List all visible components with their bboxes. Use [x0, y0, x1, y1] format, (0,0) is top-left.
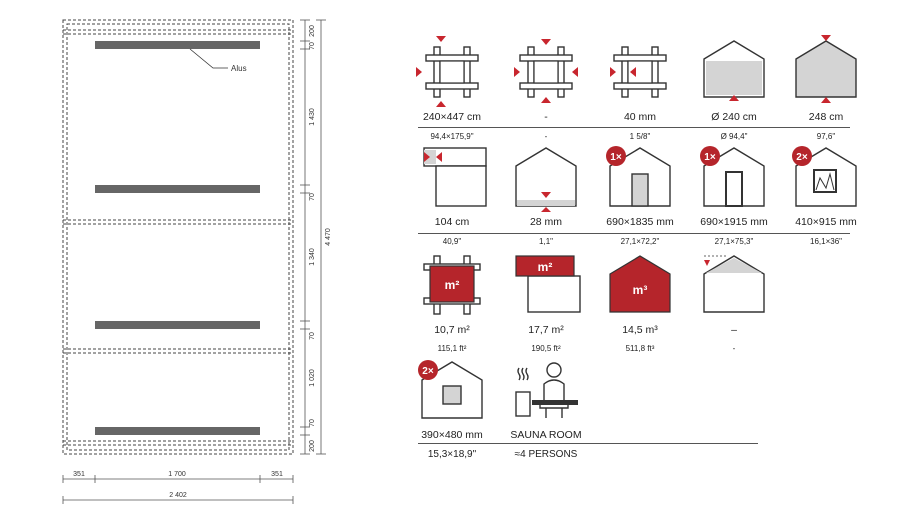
spec-value: 690×1835 mm [606, 216, 674, 228]
door-icon [698, 144, 770, 212]
spec-wall-thickness [600, 35, 680, 145]
dimension-label: 200 [309, 25, 316, 37]
spec-value: 14,5 m³ [622, 324, 658, 336]
spec-height [786, 35, 866, 145]
row-divider [418, 443, 758, 444]
spec-floor-area [412, 252, 492, 362]
volume-icon [604, 252, 676, 318]
spec-value: 17,7 m² [528, 324, 564, 336]
door-icon [604, 144, 676, 212]
spec-value: 390×480 mm [421, 429, 483, 441]
spec-imperial: - [544, 132, 548, 141]
spec-outer-dimensions [412, 35, 492, 145]
spec-imperial: 40,9" [442, 237, 462, 246]
roof-pitch-icon [698, 252, 770, 318]
count-badge: 1× [704, 152, 716, 163]
spec-value: 10,7 m² [434, 324, 470, 336]
spec-imperial: 94,4×175,9" [430, 132, 474, 141]
dimension-label: 200 [309, 440, 316, 452]
callout-label: Alus [231, 64, 247, 73]
joist-bar [95, 41, 260, 49]
spec-volume [600, 252, 680, 362]
area-badge: m² [537, 260, 553, 274]
window-icon [416, 358, 488, 424]
spec-imperial: 27,1×75,3" [714, 237, 754, 246]
spec-value: - [544, 111, 548, 123]
row-divider [418, 233, 850, 234]
floor-thickness-icon [510, 144, 582, 212]
dimension-label: 351 [73, 471, 85, 478]
spec-imperial: 16,1×36" [810, 237, 842, 246]
inner-dimensions-icon [510, 35, 582, 107]
spec-imperial: Ø 94,4" [720, 132, 748, 141]
spec-value: 104 cm [434, 216, 470, 228]
spec-imperial: 15,3×18,9" [427, 449, 477, 460]
spec-sauna-room [506, 358, 586, 468]
spec-roof-pitch [694, 252, 774, 362]
spec-imperial: 1,1" [539, 237, 553, 246]
spec-imperial: ≈4 PERSONS [514, 449, 578, 460]
spec-floor-thickness [506, 144, 586, 254]
floor-area-icon [416, 252, 488, 318]
spec-roof-overhang [412, 144, 492, 254]
roof-area-icon [510, 252, 582, 318]
row-divider [418, 127, 850, 128]
dimension-total-label: 2 402 [169, 492, 187, 499]
area-badge: m² [444, 278, 460, 292]
dimension-label: 70 [309, 332, 316, 340]
spec-imperial: 1 5/8" [629, 132, 651, 141]
spec-value: 240×447 cm [422, 111, 482, 123]
spec-imperial: 511,8 ft³ [625, 344, 655, 353]
joist-bar [95, 185, 260, 193]
joist-bar [95, 321, 260, 329]
spec-imperial: - [732, 344, 736, 353]
spec-inner-dimensions [506, 35, 586, 145]
dimension-label: 70 [309, 42, 316, 50]
spec-value: 690×1915 mm [700, 216, 768, 228]
dimension-label: 1 430 [309, 108, 316, 126]
spec-value: 248 cm [808, 111, 844, 123]
count-badge: 2× [796, 152, 808, 163]
dimension-label: 1 020 [309, 369, 316, 387]
dimension-label: 70 [309, 193, 316, 201]
roof-width-icon [698, 35, 770, 107]
spec-door [600, 144, 680, 254]
spec-value: SAUNA ROOM [510, 429, 582, 441]
floor-plan-drawing [0, 0, 340, 517]
spec-imperial: 27,1×72,2" [620, 237, 660, 246]
spec-imperial: 97,6" [816, 132, 836, 141]
spec-roof-width [694, 35, 774, 145]
dimension-total-label: 4 470 [325, 228, 332, 246]
plan-outline [63, 20, 293, 454]
volume-badge: m³ [632, 283, 648, 297]
spec-window [786, 144, 866, 254]
sauna-person-icon [510, 358, 582, 424]
spec-door [694, 144, 774, 254]
spec-value: – [731, 324, 737, 336]
spec-value: Ø 240 cm [711, 111, 757, 123]
count-badge: 2× [422, 366, 434, 377]
spec-value: 40 mm [623, 111, 657, 123]
dimension-label: 1 700 [168, 471, 186, 478]
callout-leader [190, 49, 228, 68]
roof-overhang-icon [416, 144, 488, 212]
spec-roof-area [506, 252, 586, 362]
spec-value: 28 mm [529, 216, 563, 228]
outer-dimensions-icon [416, 35, 488, 107]
window-icon [790, 144, 862, 212]
spec-window-small [412, 358, 492, 468]
height-icon [790, 35, 862, 107]
joist-bar [95, 427, 260, 435]
spec-imperial: 115,1 ft² [437, 344, 467, 353]
spec-imperial: 190,5 ft² [531, 344, 561, 353]
dimension-label: 1 340 [309, 248, 316, 266]
count-badge: 1× [610, 152, 622, 163]
spec-value: 410×915 mm [795, 216, 857, 228]
wall-thickness-icon [604, 35, 676, 107]
dimension-label: 70 [309, 419, 316, 427]
dimension-label: 351 [271, 471, 283, 478]
